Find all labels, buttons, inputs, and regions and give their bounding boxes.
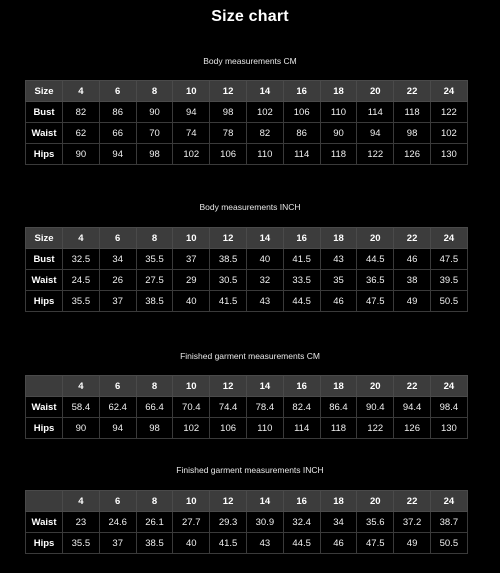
value-cell: 62 [63,123,100,144]
value-cell: 106 [210,418,247,439]
size-table-garment-inch [25,490,468,554]
value-cell: 70 [136,123,173,144]
table-row [26,270,468,291]
value-cell: 102 [430,123,467,144]
section-caption-body-cm: Body measurements CM [203,56,297,66]
value-cell: 26 [99,270,136,291]
value-cell: 32.5 [63,249,100,270]
value-cell: 29.3 [210,512,247,533]
table-row [26,102,468,123]
size-column-header: 6 [99,491,136,512]
value-cell: 50.5 [430,533,467,554]
value-cell: 32 [246,270,283,291]
table-row [26,397,468,418]
value-cell: 110 [246,418,283,439]
value-cell: 34 [99,249,136,270]
value-cell: 78.4 [246,397,283,418]
value-cell: 39.5 [430,270,467,291]
size-column-header: 22 [394,376,431,397]
table-header-row [26,376,468,397]
size-column-header: 10 [173,81,210,102]
value-cell: 110 [246,144,283,165]
value-cell: 78 [210,123,247,144]
section-caption-garment-inch: Finished garment measurements INCH [176,465,324,475]
size-column-header: 16 [283,376,320,397]
value-cell: 40 [173,291,210,312]
value-cell: 43 [246,291,283,312]
value-cell: 37 [99,291,136,312]
size-column-header: 14 [246,491,283,512]
value-cell: 118 [320,418,357,439]
row-label: Waist [26,123,63,144]
size-column-header: 18 [320,228,357,249]
row-label: Hips [26,418,63,439]
section-caption-garment-cm: Finished garment measurements CM [180,351,320,361]
row-label: Hips [26,144,63,165]
size-column-header: 14 [246,228,283,249]
value-cell: 23 [63,512,100,533]
value-cell: 58.4 [63,397,100,418]
size-column-header: 12 [210,81,247,102]
value-cell: 90 [320,123,357,144]
value-cell: 32.4 [283,512,320,533]
size-column-header: 22 [394,491,431,512]
size-column-header: 10 [173,376,210,397]
value-cell: 36.5 [357,270,394,291]
value-cell: 37.2 [394,512,431,533]
value-cell: 46 [394,249,431,270]
value-cell: 37 [173,249,210,270]
value-cell: 106 [210,144,247,165]
table-header-row [26,491,468,512]
value-cell: 114 [357,102,394,123]
row-label: Waist [26,270,63,291]
size-column-header: 16 [283,228,320,249]
value-cell: 34 [320,512,357,533]
size-column-header: 16 [283,81,320,102]
value-cell: 47.5 [357,291,394,312]
corner-cell: Size [26,81,63,102]
size-column-header: 24 [430,228,467,249]
value-cell: 74 [173,123,210,144]
size-column-header: 22 [394,81,431,102]
value-cell: 94 [99,144,136,165]
value-cell: 47.5 [430,249,467,270]
value-cell: 98 [394,123,431,144]
value-cell: 82 [63,102,100,123]
value-cell: 86.4 [320,397,357,418]
size-column-header: 14 [246,376,283,397]
size-column-header: 14 [246,81,283,102]
size-column-header: 6 [99,81,136,102]
value-cell: 90 [136,102,173,123]
value-cell: 102 [173,144,210,165]
size-column-header: 4 [63,376,100,397]
value-cell: 35.5 [136,249,173,270]
value-cell: 110 [320,102,357,123]
value-cell: 122 [430,102,467,123]
size-column-header: 18 [320,81,357,102]
value-cell: 38.7 [430,512,467,533]
value-cell: 46 [320,291,357,312]
value-cell: 24.5 [63,270,100,291]
corner-cell: Size [26,228,63,249]
value-cell: 82 [246,123,283,144]
table-row [26,533,468,554]
value-cell: 41.5 [210,291,247,312]
value-cell: 40 [173,533,210,554]
value-cell: 94.4 [394,397,431,418]
value-cell: 118 [320,144,357,165]
size-column-header: 6 [99,376,136,397]
size-column-header: 20 [357,491,394,512]
value-cell: 37 [99,533,136,554]
size-column-header: 8 [136,376,173,397]
value-cell: 102 [173,418,210,439]
value-cell: 41.5 [283,249,320,270]
table-row [26,291,468,312]
row-label: Bust [26,102,63,123]
value-cell: 43 [320,249,357,270]
value-cell: 70.4 [173,397,210,418]
value-cell: 130 [430,144,467,165]
value-cell: 90 [63,144,100,165]
value-cell: 38.5 [210,249,247,270]
value-cell: 35 [320,270,357,291]
size-column-header: 12 [210,491,247,512]
value-cell: 44.5 [283,533,320,554]
value-cell: 74.4 [210,397,247,418]
value-cell: 102 [246,102,283,123]
value-cell: 66.4 [136,397,173,418]
value-cell: 86 [283,123,320,144]
value-cell: 130 [430,418,467,439]
value-cell: 90 [63,418,100,439]
value-cell: 122 [357,418,394,439]
value-cell: 94 [357,123,394,144]
row-label: Hips [26,533,63,554]
value-cell: 86 [99,102,136,123]
value-cell: 106 [283,102,320,123]
value-cell: 49 [394,291,431,312]
table-row [26,249,468,270]
value-cell: 94 [173,102,210,123]
value-cell: 90.4 [357,397,394,418]
size-column-header: 12 [210,228,247,249]
value-cell: 43 [246,533,283,554]
value-cell: 35.5 [63,533,100,554]
size-column-header: 6 [99,228,136,249]
table-row [26,512,468,533]
value-cell: 35.5 [63,291,100,312]
size-column-header: 18 [320,376,357,397]
table-row [26,144,468,165]
value-cell: 49 [394,533,431,554]
value-cell: 30.9 [246,512,283,533]
value-cell: 66 [99,123,136,144]
size-table-body-cm [25,80,468,165]
value-cell: 122 [357,144,394,165]
row-label: Waist [26,397,63,418]
size-column-header: 18 [320,491,357,512]
size-column-header: 24 [430,376,467,397]
value-cell: 30.5 [210,270,247,291]
value-cell: 38.5 [136,291,173,312]
size-table-garment-cm [25,375,468,439]
table-header-row [26,228,468,249]
value-cell: 126 [394,418,431,439]
value-cell: 118 [394,102,431,123]
value-cell: 33.5 [283,270,320,291]
value-cell: 82.4 [283,397,320,418]
table-row [26,418,468,439]
value-cell: 27.7 [173,512,210,533]
value-cell: 62.4 [99,397,136,418]
value-cell: 114 [283,144,320,165]
size-column-header: 10 [173,228,210,249]
section-caption-body-inch: Body measurements INCH [199,202,301,212]
size-table-body-inch [25,227,468,312]
value-cell: 94 [99,418,136,439]
corner-cell [26,491,63,512]
size-column-header: 24 [430,491,467,512]
size-column-header: 10 [173,491,210,512]
value-cell: 50.5 [430,291,467,312]
value-cell: 38 [394,270,431,291]
value-cell: 98.4 [430,397,467,418]
value-cell: 126 [394,144,431,165]
corner-cell [26,376,63,397]
size-column-header: 24 [430,81,467,102]
value-cell: 38.5 [136,533,173,554]
size-column-header: 8 [136,491,173,512]
row-label: Bust [26,249,63,270]
size-column-header: 20 [357,376,394,397]
table-header-row [26,81,468,102]
value-cell: 26.1 [136,512,173,533]
size-column-header: 4 [63,228,100,249]
size-column-header: 16 [283,491,320,512]
size-column-header: 12 [210,376,247,397]
value-cell: 24.6 [99,512,136,533]
value-cell: 98 [210,102,247,123]
size-column-header: 22 [394,228,431,249]
value-cell: 44.5 [283,291,320,312]
value-cell: 114 [283,418,320,439]
value-cell: 44.5 [357,249,394,270]
row-label: Hips [26,291,63,312]
size-column-header: 8 [136,81,173,102]
size-column-header: 4 [63,81,100,102]
table-row [26,123,468,144]
value-cell: 98 [136,418,173,439]
value-cell: 27.5 [136,270,173,291]
value-cell: 46 [320,533,357,554]
size-column-header: 20 [357,228,394,249]
size-column-header: 20 [357,81,394,102]
value-cell: 29 [173,270,210,291]
size-column-header: 8 [136,228,173,249]
size-column-header: 4 [63,491,100,512]
value-cell: 47.5 [357,533,394,554]
row-label: Waist [26,512,63,533]
value-cell: 41.5 [210,533,247,554]
page-title: Size chart [211,8,289,25]
value-cell: 40 [246,249,283,270]
value-cell: 98 [136,144,173,165]
value-cell: 35.6 [357,512,394,533]
